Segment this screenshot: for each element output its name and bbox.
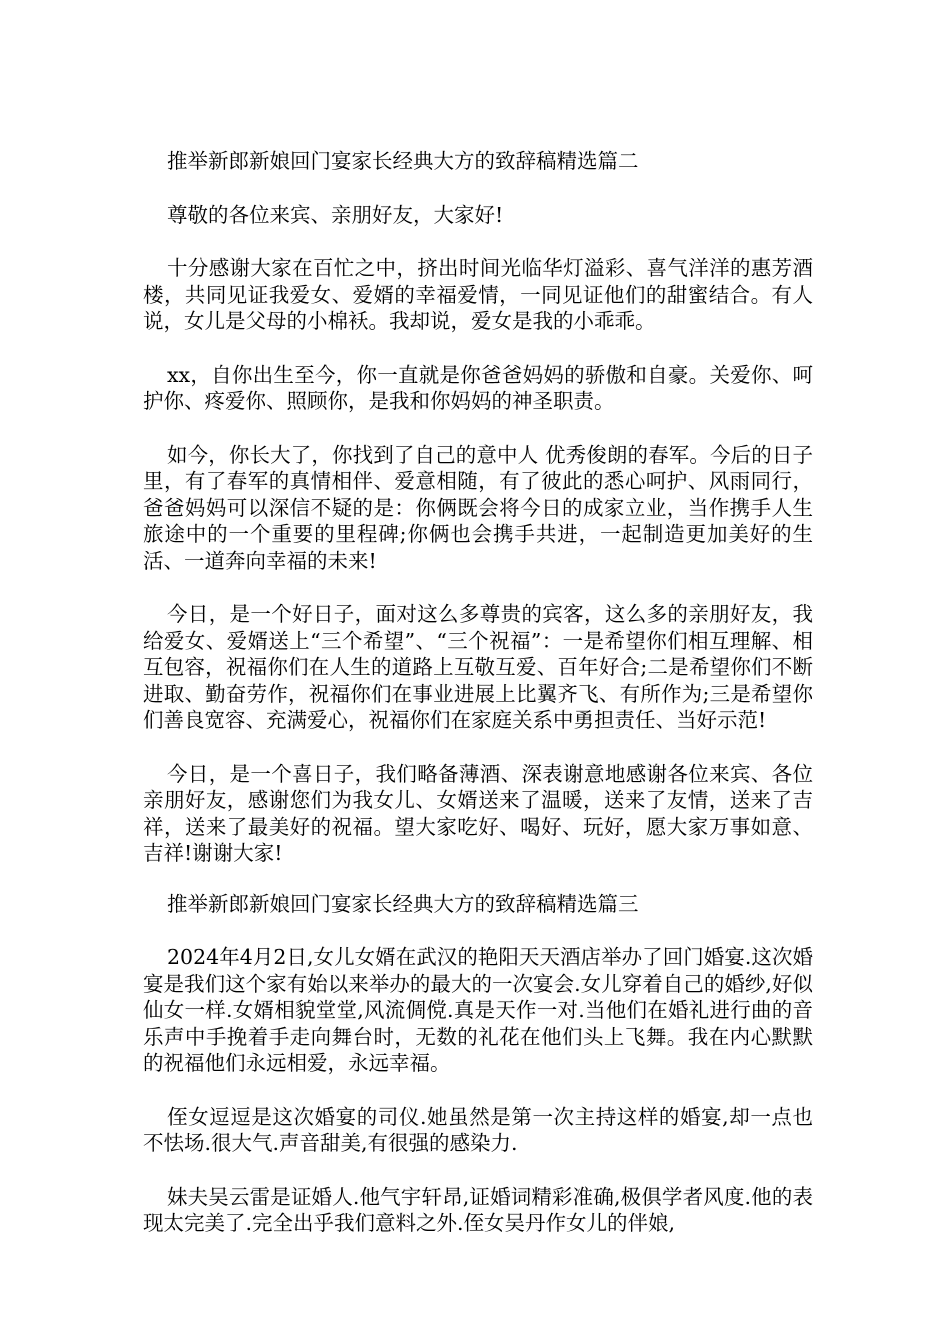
- document-page: [143, 148, 813, 1264]
- paragraph-thanks: 十分感谢大家在百忙之中，挤出时间光临华灯溢彩、喜气洋洋的惠芳酒楼，共同见证我爱女、爱婿的幸福爱情，一同见证他们的甜蜜结合。有人说，女儿是父母的小棉袄。我却说，爱女是我的小乖乖。: [143, 256, 813, 333]
- paragraph-witness: 妹夫吴云雷是证婚人.他气宇轩昂,证婚词精彩准确,极俱学者风度.他的表现太完美了.完全出乎我们意料之外.侄女吴丹作女儿的伴娘,: [143, 1184, 813, 1235]
- greeting-paragraph: 尊敬的各位来宾、亲朋好友，大家好!: [167, 202, 504, 227]
- section-heading-two: 推举新郎新娘回门宴家长经典大方的致辞稿精选篇二: [167, 149, 639, 173]
- paragraph-childhood: xx，自你出生至今，你一直就是你爸爸妈妈的骄傲和自豪。关爱你、呵护你、疼爱你、照顾你，是我和你妈妈的神圣职责。: [143, 362, 813, 413]
- paragraph-host: 侄女逗逗是这次婚宴的司仪.她虽然是第一次主持这样的婚宴,却一点也不怯场.很大气.声音甜美,有很强的感染力.: [143, 1104, 813, 1155]
- paragraph-wishes: 今日，是一个好日子，面对这么多尊贵的宾客，这么多的亲朋好友，我给爱女、爱婿送上“三个希望”、“三个祝福”：一是希望你们相互理解、相互包容，祝福你们在人生的道路上互敬互爱、百年好合;二是希望你们不断进取、勤奋劳作，祝福你们在事业进展上比翼齐飞、有所作为;三是希望你们善良宽容、充满爱心，祝福你们在家庭关系中勇担责任、当好示范!: [143, 602, 813, 732]
- paragraph-partner: 如今，你长大了，你找到了自己的意中人 优秀俊朗的春军。今后的日子里，有了春军的真情相伴、爱意相随，有了彼此的悉心呵护、风雨同行，爸爸妈妈可以深信不疑的是：你俩既会将今日的成家立业，当作携手人生旅途中的一个重要的里程碑;你俩也会携手共进，一起制造更加美好的生活、一道奔向幸福的未来!: [143, 442, 813, 573]
- paragraph-banquet: 2024年4月2日,女儿女婿在武汉的艳阳天天酒店举办了回门婚宴.这次婚宴是我们这个家有始以来举办的最大的一次宴会.女儿穿着自己的婚纱,好似仙女一样.女婿相貌堂堂,风流倜傥.真是天作一对.当他们在婚礼进行曲的音乐声中手挽着手走向舞台时，无数的礼花在他们头上飞舞。我在内心默默的祝福他们永远相爱，永远幸福。: [143, 945, 813, 1075]
- section-heading-three: 推举新郎新娘回门宴家长经典大方的致辞稿精选篇三: [167, 891, 639, 916]
- paragraph-closing: 今日，是一个喜日子，我们略备薄酒、深表谢意地感谢各位来宾、各位亲朋好友，感谢您们为我女儿、女婿送来了温暖，送来了友情，送来了吉祥，送来了最美好的祝福。望大家吃好、喝好、玩好，愿大家万事如意、吉祥!谢谢大家!: [143, 761, 813, 865]
